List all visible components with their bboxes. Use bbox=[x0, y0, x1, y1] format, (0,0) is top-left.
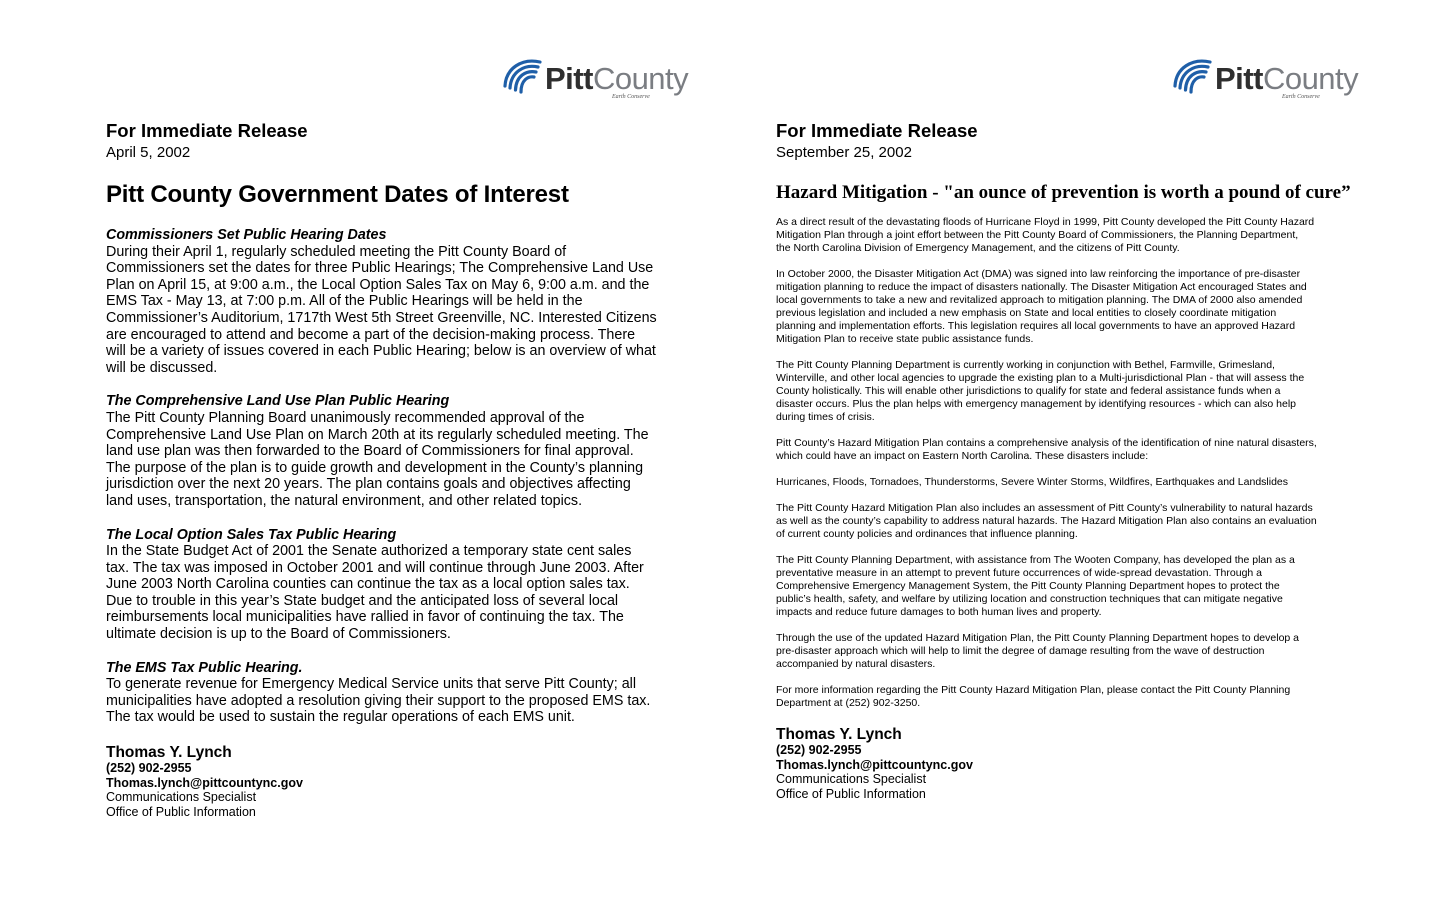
disaster-list: Hurricanes, Floods, Tornadoes, Thunderstorms, Severe Winter Storms, Wildfires, Earthquakes and Landslides bbox=[776, 476, 1289, 488]
section-hearing-dates bbox=[106, 227, 666, 376]
paragraph: In October 2000, the Disaster Mitigation Act (DMA) was signed into law reinforcing the importance of pre-disaster mitigation planning to reduce the impact of disasters nationally. The Disaster Mitigation Act encouraged States and local governments to take a new and revitalized approach to mitigation planning. The DMA of 2000 also amended previous legislation and included a new emphasis on State and local entities to closely coordinate mitigation planning and implementation efforts. This legislation requires all local governments to have an approved Hazard Mitigation Plan to receive state public assistance funds. bbox=[776, 268, 1307, 345]
paragraph: Through the use of the updated Hazard Mitigation Plan, the Pitt County Planning Department hopes to develop a pre-disaster approach which will help to limit the degree of damage resulting from the wave of destruction accompanied by natural disasters. bbox=[776, 632, 1300, 670]
article-body bbox=[776, 216, 1336, 723]
sections bbox=[106, 227, 666, 743]
paragraph: The Pitt County Planning Department, with assistance from The Wooten Company, has developed the plan as a preventative measure in an attempt to prevent future occurrences of wide-spread devastation. Through a Comprehensive Emergency Management System, the Pitt County Planning Department hopes to protect the public’s health, safety, and welfare by utilizing location and construction techniques that can mitigate negative impacts and reduce future damages to both human lives and property. bbox=[776, 554, 1295, 618]
logo-wordmark: PittCounty bbox=[545, 60, 689, 96]
contact-role: Communications Specialist bbox=[776, 772, 927, 786]
paragraph: As a direct result of the devastating floods of Hurricane Floyd in 1999, Pitt County developed the Pitt County Hazard Mitigation Plan through a joint effort between the Pitt County Board of Commissioners, the Planning Department, the North Carolina Division of Emergency Management, and the citizens of Pitt County. bbox=[776, 216, 1315, 254]
contact-phone: (252) 902-2955 bbox=[106, 761, 192, 775]
paragraph: Pitt County’s Hazard Mitigation Plan contains a comprehensive analysis of the identification of nine natural disasters, which could have an impact on Eastern North Carolina. These disasters include: bbox=[776, 437, 1317, 462]
contact-email: Thomas.lynch@pittcountync.gov bbox=[776, 757, 973, 772]
section-sales-tax bbox=[106, 527, 666, 643]
pitt-county-logo bbox=[500, 56, 688, 100]
release-date: April 5, 2002 bbox=[106, 144, 191, 161]
contact-email: Thomas.lynch@pittcountync.gov bbox=[106, 775, 303, 790]
pitt-county-logo bbox=[1170, 56, 1358, 100]
contact-phone: (252) 902-2955 bbox=[776, 743, 862, 757]
contact-name: Thomas Y. Lynch bbox=[776, 726, 902, 743]
page-title: Hazard Mitigation - "an ounce of prevention is worth a pound of cure” bbox=[776, 182, 1351, 203]
page-title: Pitt County Government Dates of Interest bbox=[106, 181, 569, 208]
section-land-use bbox=[106, 393, 666, 509]
contact-office: Office of Public Information bbox=[776, 786, 926, 801]
release-date: September 25, 2002 bbox=[776, 144, 912, 161]
section-heading: The EMS Tax Public Hearing. bbox=[106, 659, 303, 676]
contact-role: Communications Specialist bbox=[106, 790, 257, 804]
logo-tagline: Earth Conserve bbox=[612, 94, 650, 100]
section-heading: The Local Option Sales Tax Public Hearing bbox=[106, 526, 397, 543]
logo-tagline: Earth Conserve bbox=[1282, 94, 1320, 100]
contact-block bbox=[106, 744, 303, 819]
contact-name: Thomas Y. Lynch bbox=[106, 744, 232, 761]
section-heading: The Comprehensive Land Use Plan Public Hearing bbox=[106, 393, 450, 410]
paragraph: The Pitt County Planning Department is currently working in conjunction with Bethel, Farmville, Grimesland, Winterville, and other local agencies to upgrade the existing plan to a Multi-jurisdictional Plan - that will assess the County holistically. This will enable other jurisdictions to qualify for state and federal assistance funds when a disaster occurs. Plus the plan helps with emergency management by identifying resources - which can also help during times of crisis. bbox=[776, 359, 1305, 423]
release-label: For Immediate Release bbox=[106, 120, 308, 141]
logo-wordmark: PittCounty bbox=[1215, 60, 1359, 96]
wave-logo-icon bbox=[500, 56, 544, 100]
paragraph: For more information regarding the Pitt County Hazard Mitigation Plan, please contact the Pitt County Planning Department at (252) 902-3250. bbox=[776, 684, 1291, 709]
section-body: To generate revenue for Emergency Medical Service units that serve Pitt County; all municipalities have adopted a resolution giving their support to the proposed EMS tax. The tax would be used to sustain the regular operations of each EMS unit. bbox=[106, 676, 651, 726]
section-body: The Pitt County Planning Board unanimously recommended approval of the Comprehensive Land Use Plan on March 20th at its regularly scheduled meeting. The land use plan was then forwarded to the Board of Commissioners for final approval. The purpose of the plan is to guide growth and development in the County’s planning jurisdiction over the next 20 years. The plan contains goals and objectives affecting land uses, transportation, the natural environment, and other related topics. bbox=[106, 409, 649, 509]
section-body: In the State Budget Act of 2001 the Senate authorized a temporary state cent sales tax. The tax was imposed in October 2001 and will continue through June 2003. After June 2003 North Carolina counties can continue the tax as a local option sales tax. Due to trouble in this year’s State budget and the anticipated loss of several local reimbursements local municipalities have rallied in favor of continuing the tax. The ultimate decision is up to the Board of Commissioners. bbox=[106, 543, 644, 643]
paragraph: The Pitt County Hazard Mitigation Plan also includes an assessment of Pitt County’s vulnerability to natural hazards as well as the county’s capability to address natural hazards. The Hazard Mitigation Plan also contains an evaluation of current county policies and ordinances that influence planning. bbox=[776, 502, 1317, 540]
section-ems-tax bbox=[106, 660, 666, 726]
contact-block bbox=[776, 726, 973, 801]
section-body: During their April 1, regularly scheduled meeting the Pitt County Board of Commissioners set the dates for three Public Hearings; The Comprehensive Land Use Plan on April 15, at 9:00 a.m., the Local Option Sales Tax on May 6, 9:00 a.m. and the EMS Tax - May 13, at 7:00 p.m. All of the Public Hearings will be held in the Commissioner’s Auditorium, 1717th West 5th Street Greenville, NC. Interested Citizens are encouraged to attend and become a part of the decision-making process. There will be a variety of issues covered in each Public Hearing; below is an overview of what will be discussed. bbox=[106, 243, 657, 376]
section-heading: Commissioners Set Public Hearing Dates bbox=[106, 227, 387, 243]
contact-office: Office of Public Information bbox=[106, 804, 256, 819]
wave-logo-icon bbox=[1170, 56, 1214, 100]
release-label: For Immediate Release bbox=[776, 120, 978, 141]
